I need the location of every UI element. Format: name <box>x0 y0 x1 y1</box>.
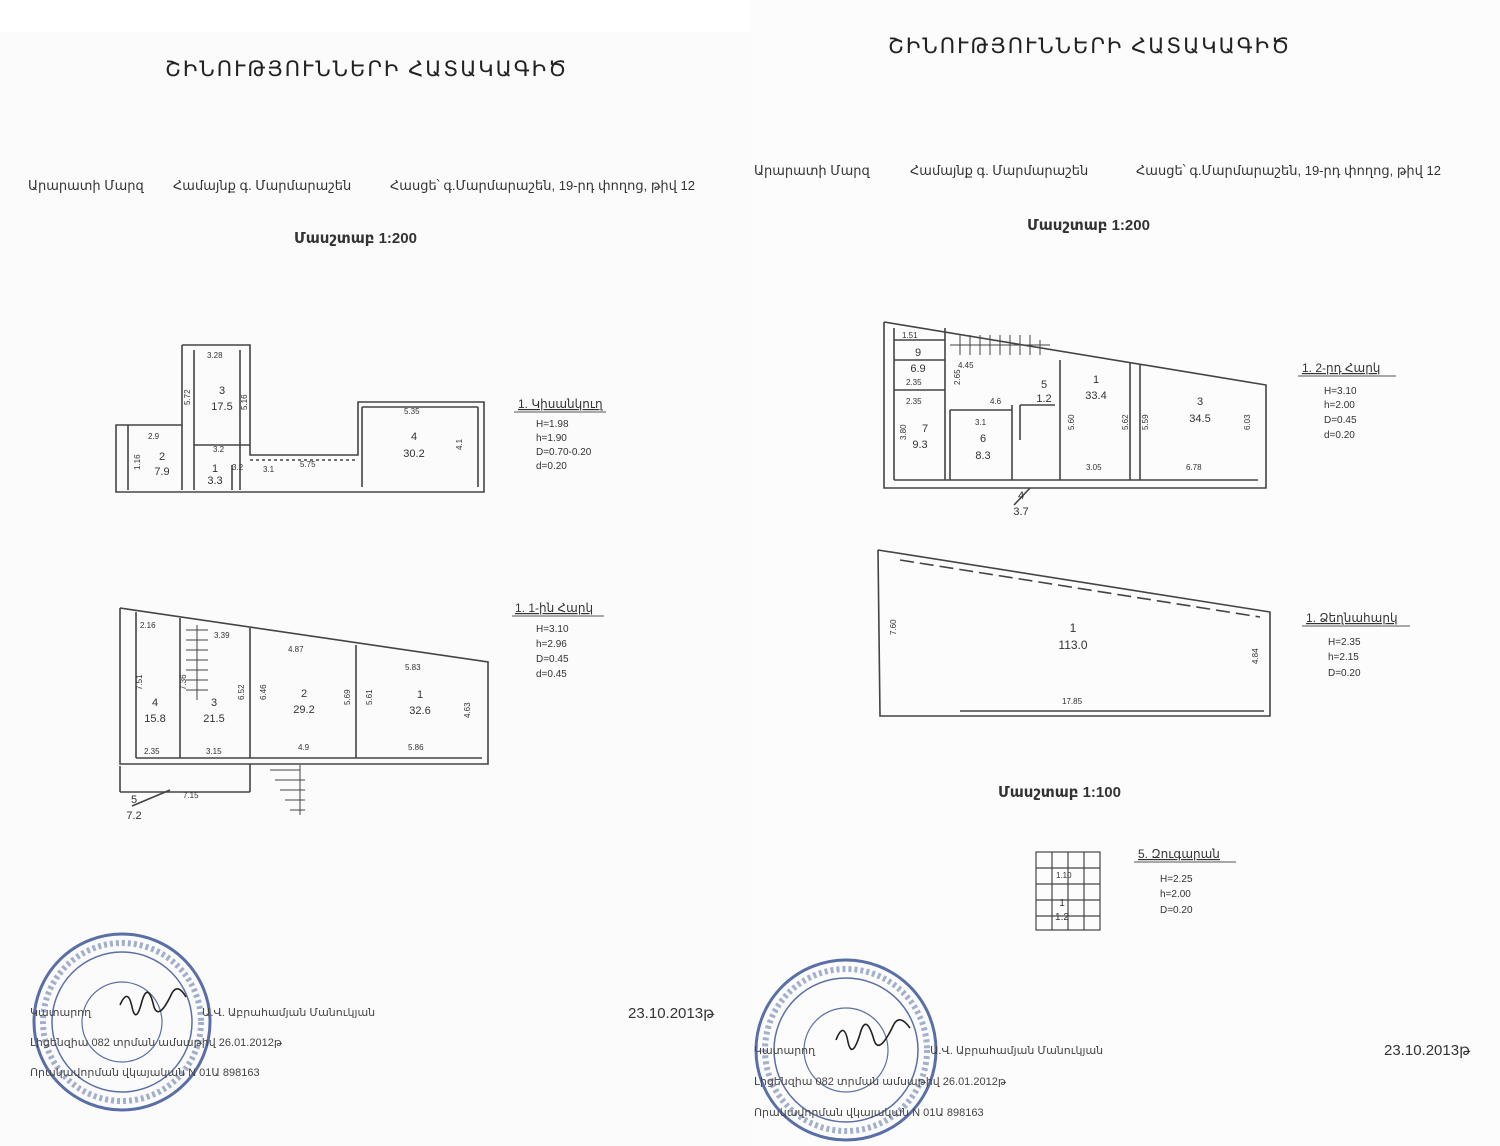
legend-title: 5. Զուգարան <box>1138 847 1220 861</box>
address-region: Արարատի Մարզ <box>754 163 870 178</box>
dimension-label: 4.63 <box>463 702 472 718</box>
dimension-label: 17.85 <box>1062 697 1083 706</box>
legend-line: h=2.00 <box>1160 889 1191 900</box>
legend-line: D=0.45 <box>1324 415 1357 426</box>
room-area: 15.8 <box>144 713 166 725</box>
dimension-label: 5.75 <box>300 460 316 469</box>
room-area: 32.6 <box>409 705 431 717</box>
address-street: Հասցե՝ գ.Մարմարաշեն, 19-րդ փողոց, թիվ 12 <box>390 178 695 193</box>
room-area: 33.4 <box>1085 390 1107 402</box>
dimension-label: 1.51 <box>902 331 918 340</box>
dimension-label: 2.35 <box>144 747 160 756</box>
dimension-label: 5.86 <box>408 743 424 752</box>
room-number: 4 <box>1017 490 1025 502</box>
room-number: 1 <box>1069 621 1077 635</box>
room-number: 9 <box>914 347 922 359</box>
semi-basement-plan <box>116 345 484 492</box>
dimension-label: 1.16 <box>133 454 142 470</box>
dimension-label: 5.35 <box>404 407 420 416</box>
dimension-label: 5.16 <box>240 394 249 410</box>
room-number: 6 <box>979 433 987 445</box>
room-number: 1 <box>211 463 219 475</box>
legend-line: H=2.25 <box>1160 874 1193 885</box>
legend-title: 1. 1-ին Հարկ <box>515 601 594 615</box>
room-number: 2 <box>300 688 308 700</box>
room-number: 1 <box>1059 898 1065 909</box>
legend-line: H=1.98 <box>536 419 569 430</box>
legend-line: d=0.20 <box>1324 430 1355 441</box>
room-area: 7.2 <box>126 810 142 822</box>
legend-line: d=0.45 <box>536 669 567 680</box>
scale-label: Մասշտաբ 1:200 <box>1027 217 1150 234</box>
dimension-label: 2.35 <box>906 378 922 387</box>
dimension-label: 7.36 <box>179 674 188 690</box>
room-number: 5 <box>130 794 138 806</box>
address-street: Հասցե՝ գ.Մարմարաշեն, 19-րդ փողոց, թիվ 12 <box>1136 163 1441 178</box>
dimension-label: 4.84 <box>1251 648 1260 664</box>
floor-plans-right <box>750 0 1500 1146</box>
address-community: Համայնք գ. Մարմարաշեն <box>910 163 1089 178</box>
room-area: 3.3 <box>207 475 223 487</box>
dimension-label: 5.61 <box>365 689 374 705</box>
dimension-label: 3.1 <box>975 418 987 427</box>
dimension-label: 2.65 <box>953 369 962 385</box>
legend-line: D=0.70-0.20 <box>536 447 592 458</box>
room-number: 3 <box>218 385 226 397</box>
signature-label: Կատարող <box>30 1007 92 1019</box>
dimension-label: 6.03 <box>1243 414 1252 430</box>
official-seal-icon <box>34 934 210 1110</box>
dimension-label: 3.2 <box>232 463 244 472</box>
room-number: 4 <box>410 431 418 443</box>
dimension-label: 3.05 <box>1086 463 1102 472</box>
legend-title: 1. Կիսանկուղ <box>518 397 603 411</box>
legend-line: H=3.10 <box>1324 386 1357 397</box>
dimension-label: 6.46 <box>259 684 268 700</box>
dimension-label: 3.15 <box>206 747 222 756</box>
room-area: 1.2 <box>1036 393 1052 405</box>
dimension-label: 5.72 <box>183 389 192 405</box>
dimension-label: 2.35 <box>906 397 922 406</box>
dimension-label: 4.6 <box>990 397 1002 406</box>
staircase-icon <box>950 335 1050 355</box>
room-number: 2 <box>158 451 166 463</box>
dimension-label: 3.1 <box>263 465 275 474</box>
dimension-label: 4.87 <box>288 645 304 654</box>
dimension-label: 4.1 <box>455 438 464 450</box>
dimension-label: 7.51 <box>135 674 144 690</box>
room-area: 17.5 <box>211 401 233 413</box>
dimension-label: 5.69 <box>343 689 352 705</box>
dimension-label: 6.78 <box>1186 463 1202 472</box>
room-number: 5 <box>1040 379 1048 391</box>
sheet-title: ՇԻՆՈՒԹՅՈՒՆՆԵՐԻ ՀԱՏԱԿԱԳԻԾ <box>165 58 569 81</box>
legend-line: H=3.10 <box>536 624 569 635</box>
dimension-label: 3.28 <box>207 351 223 360</box>
document-date: 23.10.2013թ <box>628 1005 715 1022</box>
room-area: 3.7 <box>1013 506 1029 518</box>
signature-icon <box>120 989 186 1015</box>
room-area: 7.9 <box>154 466 170 478</box>
room-area: 6.9 <box>910 363 926 375</box>
dimension-label: 5.60 <box>1067 414 1076 430</box>
sheet-title: ՇԻՆՈՒԹՅՈՒՆՆԵՐԻ ՀԱՏԱԿԱԳԻԾ <box>888 35 1292 58</box>
dimension-label: 7.60 <box>889 619 898 635</box>
legend-title: 1. Ձեղնահարկ <box>1306 611 1398 625</box>
dimension-label: 6.52 <box>237 684 246 700</box>
dimension-label: 2.16 <box>140 621 156 630</box>
right-sheet <box>750 0 1500 1146</box>
executor-name: Ա.Վ. Աբրահամյան Մանուկյան <box>930 1045 1104 1057</box>
dimension-label: 7.15 <box>183 791 199 800</box>
dimension-label: 3.39 <box>214 631 230 640</box>
room-area: 30.2 <box>403 448 425 460</box>
room-area: 113.0 <box>1058 638 1088 652</box>
room-number: 1 <box>1092 374 1100 386</box>
legend-line: d=0.20 <box>536 461 567 472</box>
address-region: Արարատի Մարզ <box>28 178 144 193</box>
certificate-line: Որակավորման վկայական N 01Ա 898163 <box>30 1067 260 1079</box>
dimension-label: 4.45 <box>958 361 974 370</box>
scale-label-secondary: Մասշտաբ 1:100 <box>998 784 1121 801</box>
dimension-label: 5.83 <box>405 663 421 672</box>
room-number: 1 <box>416 689 424 701</box>
dimension-label: 2.9 <box>148 432 160 441</box>
document-date: 23.10.2013թ <box>1384 1042 1471 1059</box>
legend-line: h=2.15 <box>1328 652 1359 663</box>
scale-label: Մասշտաբ 1:200 <box>294 230 417 247</box>
legend-title: 1. 2-րդ Հարկ <box>1302 361 1381 375</box>
legend-line: H=2.35 <box>1328 637 1361 648</box>
signature-label: Կատարող <box>754 1045 816 1057</box>
certificate-line: Որակավորման վկայական N 01Ա 898163 <box>754 1107 984 1119</box>
legend-line: D=0.20 <box>1160 905 1193 916</box>
dimension-label: 5.62 <box>1121 414 1130 430</box>
room-area: 21.5 <box>203 713 225 725</box>
address-community: Համայնք գ. Մարմարաշեն <box>173 178 352 193</box>
dimension-label: 5.59 <box>1141 414 1150 430</box>
room-area: 34.5 <box>1189 413 1211 425</box>
room-number: 3 <box>1196 396 1204 408</box>
room-area: 9.3 <box>912 439 928 451</box>
legend-line: h=2.96 <box>536 639 567 650</box>
dimension-label: 3.2 <box>213 445 225 454</box>
executor-name: Ա.Վ. Աբրահամյան Մանուկյան <box>202 1007 376 1019</box>
signature-icon <box>836 1020 910 1050</box>
legend-line: D=0.20 <box>1328 668 1361 679</box>
legend-line: h=2.00 <box>1324 400 1355 411</box>
legend-line: D=0.45 <box>536 654 569 665</box>
room-number: 3 <box>210 697 218 709</box>
license-line: Լիցենզիա 082 տրման ամսաթիվ 26.01.2012թ <box>30 1037 282 1049</box>
room-number: 4 <box>151 697 159 709</box>
dimension-label: 3.80 <box>899 424 908 440</box>
room-area: 8.3 <box>975 450 991 462</box>
room-area: 1.2 <box>1055 912 1069 923</box>
license-line: Լիցենզիա 082 տրման ամսաթիվ 26.01.2012թ <box>754 1076 1006 1088</box>
legend-line: h=1.90 <box>536 433 567 444</box>
room-number: 7 <box>921 423 929 435</box>
room-area: 29.2 <box>293 704 315 716</box>
dimension-label: 1.10 <box>1056 871 1072 880</box>
dimension-label: 4.9 <box>298 743 310 752</box>
